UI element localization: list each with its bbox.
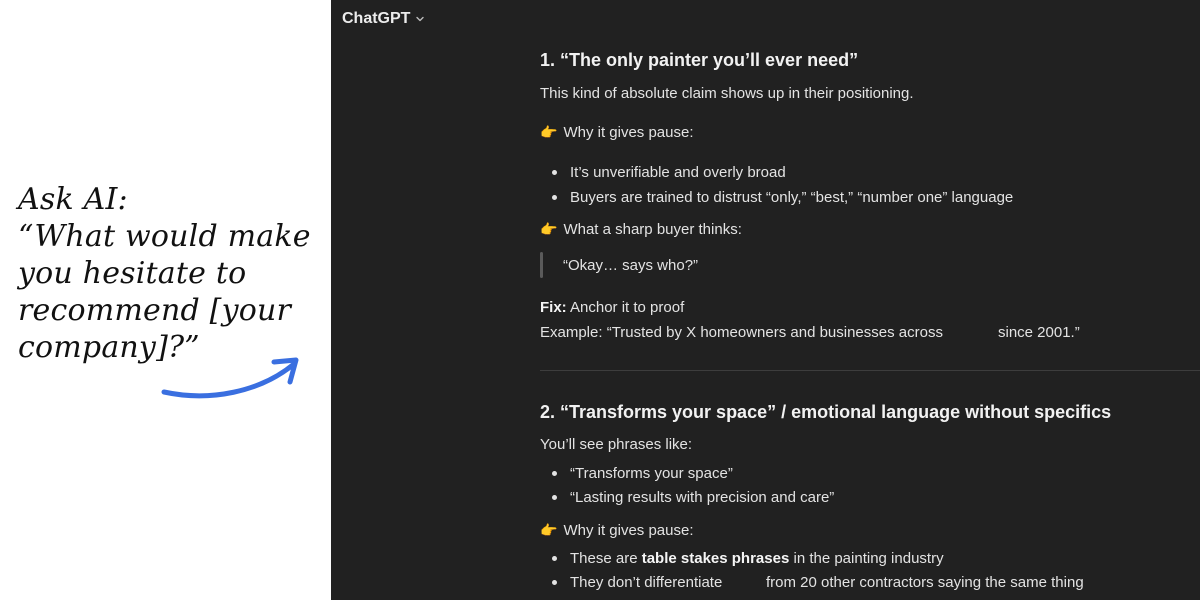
arrow-icon (150, 348, 310, 408)
blockquote-bar (540, 252, 543, 278)
bullet-icon (552, 195, 557, 200)
fix-line: Fix: Anchor it to proof (540, 299, 685, 316)
bullet-icon (552, 495, 557, 500)
annotation-line: Ask AI: (18, 182, 128, 217)
list-item: It’s unverifiable and overly broad (570, 164, 786, 181)
section-heading: 2. “Transforms your space” / emotional language without specifics (540, 402, 1112, 422)
pointing-hand-icon: 👉 (540, 124, 558, 140)
example-line: Example: “Trusted by X homeowners and businesses across (540, 324, 943, 341)
list-item: “Transforms your space” (570, 465, 733, 482)
annotation-line: recommend [your (18, 293, 292, 328)
pointing-hand-icon: 👉 (540, 522, 558, 538)
annotation-line: company]?” (18, 330, 200, 365)
bullet-icon (552, 580, 557, 585)
divider (540, 370, 1200, 371)
annotation-panel (0, 0, 331, 600)
pause-label: 👉 Why it gives pause: (540, 124, 694, 141)
handwritten-prompt (18, 181, 318, 366)
list-item-end: from 20 other contractors saying the same thing (766, 574, 1084, 591)
app-title: ChatGPT (342, 10, 411, 27)
annotation-line: you hesitate to (18, 256, 247, 291)
annotation-line: “What would make (18, 219, 311, 254)
chat-window (331, 0, 1200, 600)
model-selector[interactable] (342, 8, 426, 30)
paragraph: This kind of absolute claim shows up in their positioning. (540, 85, 914, 102)
fix-label: Fix: (540, 299, 567, 316)
pause-label: 👉 Why it gives pause: (540, 522, 694, 539)
example-line-end: since 2001.” (998, 324, 1080, 341)
list-item: These are table stakes phrases in the painting industry (570, 550, 944, 567)
bullet-icon (552, 471, 557, 476)
paragraph: You’ll see phrases like: (540, 436, 693, 453)
chevron-down-icon (414, 13, 426, 25)
bullet-icon (552, 170, 557, 175)
pointing-hand-icon: 👉 (540, 221, 558, 237)
list-item: “Lasting results with precision and care” (570, 489, 835, 506)
blockquote-text: “Okay… says who?” (563, 257, 699, 274)
buyer-label: 👉 What a sharp buyer thinks: (540, 221, 742, 238)
list-item: They don’t differentiate (570, 574, 723, 591)
section-heading: 1. “The only painter you’ll ever need” (540, 50, 859, 70)
list-item: Buyers are trained to distrust “only,” “best,” “number one” language (570, 189, 1014, 206)
bullet-icon (552, 556, 557, 561)
